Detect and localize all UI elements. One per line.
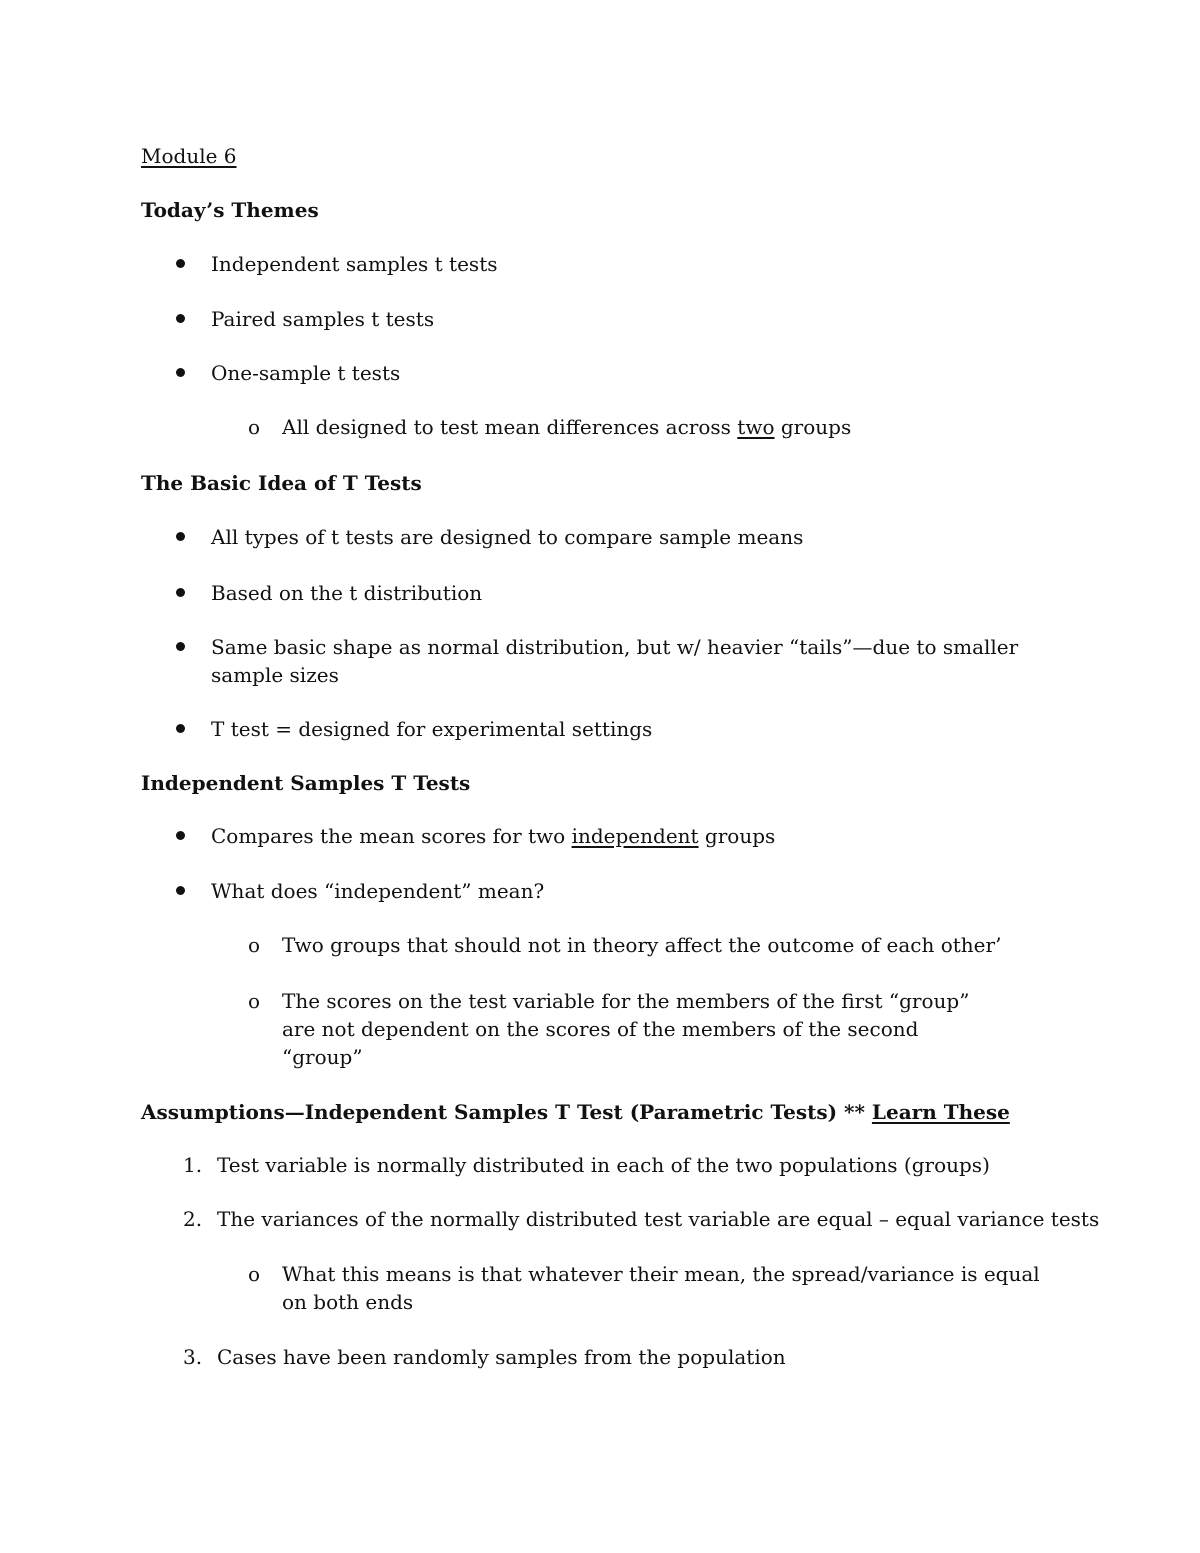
list-item: What does “independent” mean? bbox=[211, 879, 545, 903]
list-item: Independent samples t tests bbox=[211, 252, 498, 276]
sub-bullet-marker: o bbox=[248, 415, 261, 439]
list-item: One-sample t tests bbox=[211, 361, 401, 385]
list-number: 1. bbox=[183, 1153, 203, 1177]
bullet-dot bbox=[176, 588, 185, 597]
numbered-item: Test variable is normally distributed in each of the two populations (groups) bbox=[217, 1153, 990, 1177]
bullet-dot bbox=[176, 831, 185, 840]
sub-bullet-marker: o bbox=[248, 1262, 261, 1286]
sub-list-item: All designed to test mean differences across two groups bbox=[282, 415, 852, 439]
sub-list-item: The scores on the test variable for the members of the first “group” are not dependent on the scores of the members of the second “group” bbox=[282, 989, 970, 1069]
heading-independent-samples: Independent Samples T Tests bbox=[141, 771, 471, 795]
bullet-dot bbox=[176, 314, 185, 323]
bullet-dot bbox=[176, 368, 185, 377]
list-number: 3. bbox=[183, 1345, 203, 1369]
numbered-item: Cases have been randomly samples from the population bbox=[217, 1345, 786, 1369]
sub-bullet-marker: o bbox=[248, 989, 261, 1013]
list-item: T test = designed for experimental settings bbox=[211, 717, 653, 741]
document-title: Module 6 bbox=[141, 144, 237, 168]
heading-todays-themes: Today’s Themes bbox=[141, 198, 319, 222]
list-item: Compares the mean scores for two independent groups bbox=[211, 824, 776, 848]
sub-list-item: What this means is that whatever their mean, the spread/variance is equal on both ends bbox=[282, 1262, 1040, 1314]
bullet-dot bbox=[176, 642, 185, 651]
sub-bullet-marker: o bbox=[248, 933, 261, 957]
list-item: Paired samples t tests bbox=[211, 307, 435, 331]
bullet-dot bbox=[176, 532, 185, 541]
list-number: 2. bbox=[183, 1207, 203, 1231]
bullet-dot bbox=[176, 724, 185, 733]
heading-assumptions: Assumptions—Independent Samples T Test (Parametric Tests) ** Learn These bbox=[141, 1100, 1010, 1124]
bullet-dot bbox=[176, 886, 185, 895]
heading-basic-idea: The Basic Idea of T Tests bbox=[141, 471, 422, 495]
sub-list-item: Two groups that should not in theory affect the outcome of each other’ bbox=[282, 933, 1002, 957]
numbered-item: The variances of the normally distributed test variable are equal – equal variance tests bbox=[217, 1207, 1100, 1231]
list-item: Based on the t distribution bbox=[211, 581, 483, 605]
bullet-dot bbox=[176, 259, 185, 268]
list-item: Same basic shape as normal distribution, but w/ heavier “tails”—due to smaller sample sizes bbox=[211, 635, 1019, 687]
list-item: All types of t tests are designed to compare sample means bbox=[211, 525, 804, 549]
